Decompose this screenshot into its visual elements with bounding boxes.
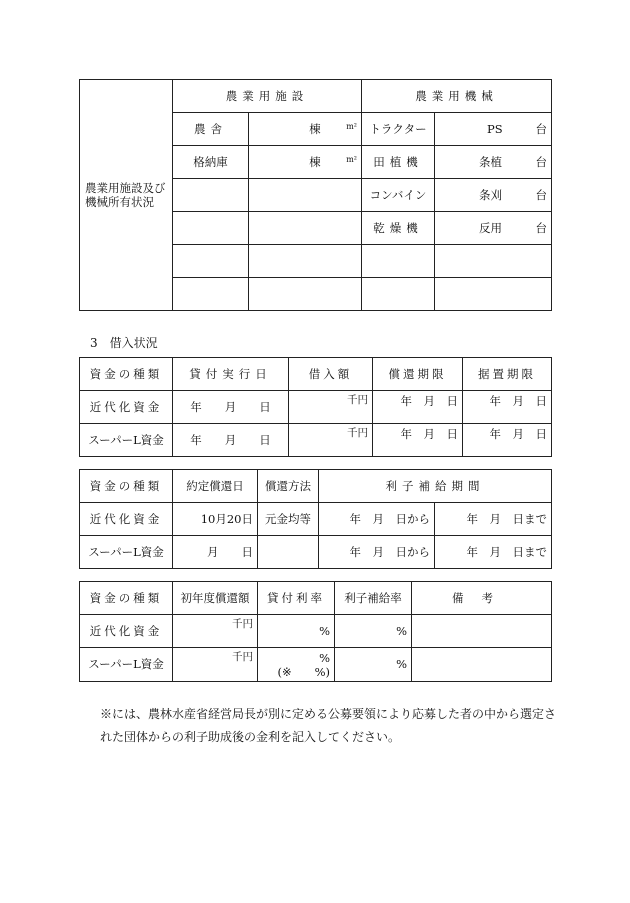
repay-deadline: 年 月 日 bbox=[373, 424, 463, 457]
machine-count bbox=[435, 179, 552, 212]
section-title: 3 借入状況 bbox=[90, 336, 158, 350]
loan-rate: % bbox=[319, 650, 330, 665]
machine-unit: 台 bbox=[535, 121, 547, 136]
loan-table-2 bbox=[79, 469, 552, 569]
header-fund-type: 資金の種類 bbox=[80, 582, 173, 615]
empty-cell bbox=[435, 245, 552, 278]
remarks bbox=[412, 648, 552, 682]
loan-rate-cell bbox=[258, 648, 335, 682]
empty-cell bbox=[249, 245, 362, 278]
repay-method bbox=[258, 536, 319, 569]
header-remarks: 備考 bbox=[412, 582, 552, 615]
fund-type: スーパーL資金 bbox=[80, 648, 173, 682]
machine-count bbox=[435, 113, 552, 146]
empty-cell bbox=[173, 245, 249, 278]
facility-name: 農舎 bbox=[173, 113, 249, 146]
unit-area: m² bbox=[346, 154, 357, 164]
unit-building: 棟 bbox=[309, 154, 321, 169]
loan-date: 年 月 日 bbox=[173, 391, 289, 424]
loan-rate-note: (※ %) bbox=[277, 664, 330, 679]
period-from: 年 月 日から bbox=[319, 503, 435, 536]
footnote: ※には、農林水産省経営局長が別に定める公募要領により応募した者の中から選定された団体からの利子助成後の金利を記入してください。 bbox=[100, 707, 557, 744]
fund-type: 近代化資金 bbox=[80, 615, 173, 648]
machine-name: 田植機 bbox=[362, 146, 435, 179]
defer-deadline: 年 月 日 bbox=[463, 391, 552, 424]
loan-rate: % bbox=[258, 615, 335, 648]
machine-prefix: 条植 bbox=[479, 154, 502, 169]
machine-name: 乾燥機 bbox=[362, 212, 435, 245]
loan-amount: 千円 bbox=[289, 391, 373, 424]
table-row bbox=[80, 615, 552, 648]
facility-name: 格納庫 bbox=[173, 146, 249, 179]
facility-row-label: 農業用施設及び機械所有状況 bbox=[80, 80, 173, 311]
table-row bbox=[80, 424, 552, 457]
header-amount: 借入額 bbox=[289, 358, 373, 391]
machine-unit: 台 bbox=[535, 220, 547, 235]
empty-cell bbox=[362, 245, 435, 278]
due-date: 月 日 bbox=[173, 536, 258, 569]
fund-type: スーパーL資金 bbox=[80, 424, 173, 457]
empty-cell bbox=[173, 179, 249, 212]
header-repay-deadline: 償還期限 bbox=[373, 358, 463, 391]
loan-amount: 千円 bbox=[289, 424, 373, 457]
repay-deadline: 年 月 日 bbox=[373, 391, 463, 424]
empty-cell bbox=[362, 278, 435, 311]
machine-unit: 台 bbox=[535, 187, 547, 202]
table-row bbox=[80, 648, 552, 682]
first-year-amount: 千円 bbox=[173, 648, 258, 682]
facility-table bbox=[79, 79, 552, 311]
header-subsidy-rate: 利子補給率 bbox=[335, 582, 412, 615]
fund-type: 近代化資金 bbox=[80, 503, 173, 536]
facility-units bbox=[249, 146, 362, 179]
defer-deadline: 年 月 日 bbox=[463, 424, 552, 457]
table-row bbox=[80, 536, 552, 569]
machine-count bbox=[435, 212, 552, 245]
period-to: 年 月 日まで bbox=[435, 503, 552, 536]
period-from: 年 月 日から bbox=[319, 536, 435, 569]
header-machine: 農業用機械 bbox=[362, 80, 552, 113]
fund-type: スーパーL資金 bbox=[80, 536, 173, 569]
due-date: 10月20日 bbox=[173, 503, 258, 536]
empty-cell bbox=[249, 278, 362, 311]
empty-cell bbox=[249, 179, 362, 212]
loan-table-1 bbox=[79, 357, 552, 457]
machine-unit: 台 bbox=[535, 154, 547, 169]
empty-cell bbox=[249, 212, 362, 245]
header-repay-method: 償還方法 bbox=[258, 470, 319, 503]
unit-area: m² bbox=[346, 121, 357, 131]
empty-cell bbox=[173, 212, 249, 245]
loan-table-3 bbox=[79, 581, 552, 682]
subsidy-rate: % bbox=[335, 615, 412, 648]
machine-name: トラクター bbox=[362, 113, 435, 146]
header-defer-deadline: 据置期限 bbox=[463, 358, 552, 391]
header-loan-date: 貸付実行日 bbox=[173, 358, 289, 391]
fund-type: 近代化資金 bbox=[80, 391, 173, 424]
repay-method: 元金均等 bbox=[258, 503, 319, 536]
machine-count bbox=[435, 146, 552, 179]
remarks bbox=[412, 615, 552, 648]
period-to: 年 月 日まで bbox=[435, 536, 552, 569]
subsidy-rate: % bbox=[335, 648, 412, 682]
unit-building: 棟 bbox=[309, 121, 321, 136]
empty-cell bbox=[435, 278, 552, 311]
first-year-amount: 千円 bbox=[173, 615, 258, 648]
header-due-date: 約定償還日 bbox=[173, 470, 258, 503]
header-fund-type: 資金の種類 bbox=[80, 358, 173, 391]
machine-prefix: 反用 bbox=[479, 220, 502, 235]
header-facility: 農業用施設 bbox=[173, 80, 362, 113]
header-subsidy-period: 利子補給期間 bbox=[319, 470, 552, 503]
empty-cell bbox=[173, 278, 249, 311]
header-fund-type: 資金の種類 bbox=[80, 470, 173, 503]
facility-units bbox=[249, 113, 362, 146]
loan-date: 年 月 日 bbox=[173, 424, 289, 457]
table-row bbox=[80, 391, 552, 424]
header-first-year: 初年度償還額 bbox=[173, 582, 258, 615]
machine-prefix: 条刈 bbox=[479, 187, 502, 202]
header-loan-rate: 貸付利率 bbox=[258, 582, 335, 615]
table-row bbox=[80, 503, 552, 536]
machine-prefix: PS bbox=[487, 121, 503, 136]
machine-name: コンバイン bbox=[362, 179, 435, 212]
